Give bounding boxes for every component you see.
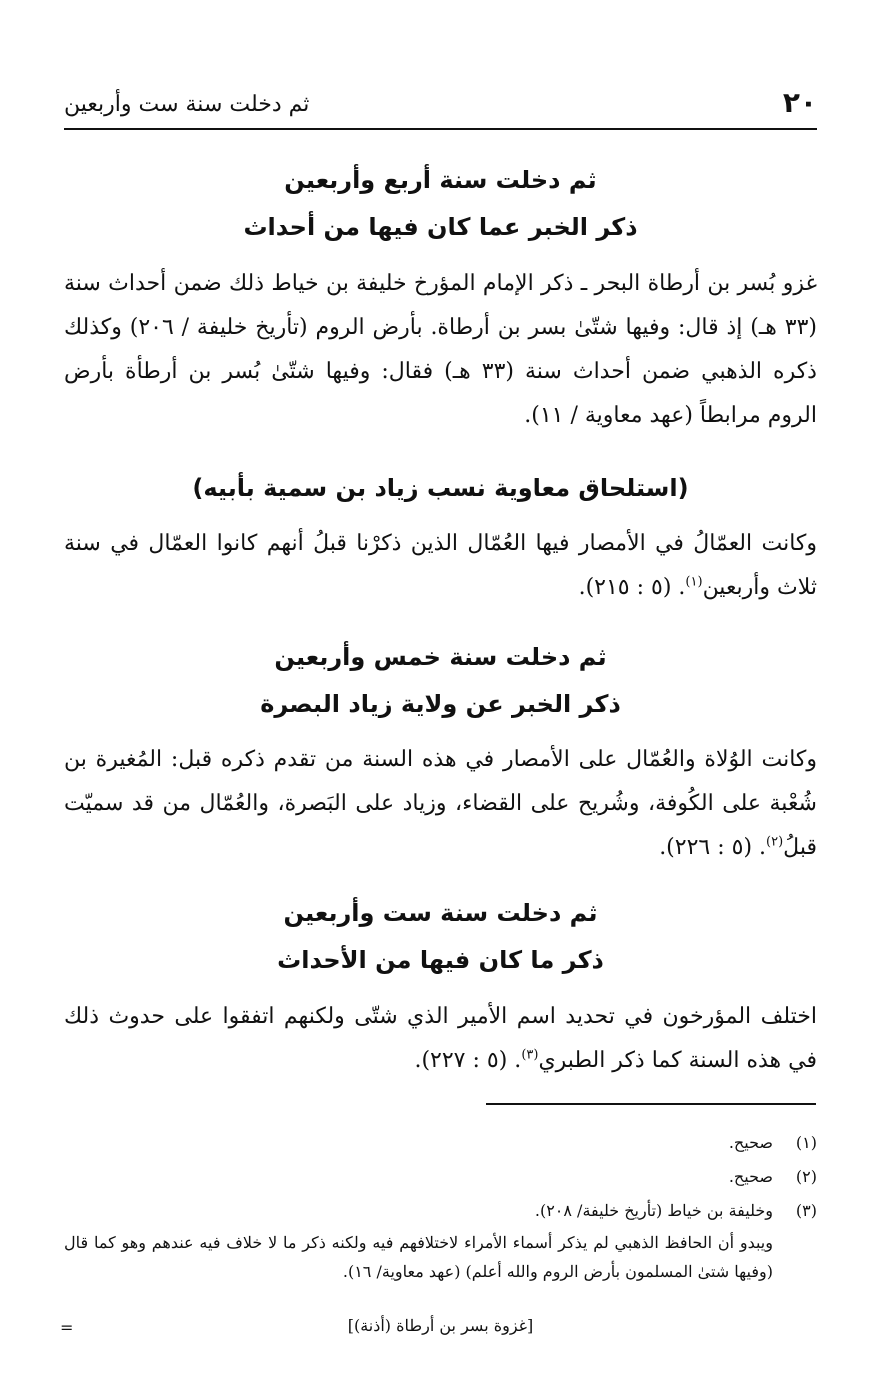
paragraph-governors-43 <box>64 522 817 610</box>
footnote-number: (٢) <box>795 1167 817 1186</box>
citation: . (٥ : ٢٢٦). <box>659 835 767 860</box>
section-subheading-events: ذكر الخبر عما كان فيها من أحداث <box>243 213 638 241</box>
margin-mark: = <box>60 1318 74 1337</box>
footnote-reference: (٢) <box>766 834 784 850</box>
footnote-item <box>64 1194 817 1228</box>
paragraph-text: اختلف المؤرخون في تحديد اسم الأمير الذي شتّى ولكنهم اتفقوا على حدوث ذلك في هذه السنة كما ذكر الطبري <box>64 1004 817 1073</box>
paragraph-text: وكانت الوُلاة والعُمّال على الأمصار في هذه السنة من تقدم ذكره قبل: المُغيرة بن شُعْبة على الكُوفة، وشُريح على القضاء، وزياد على البَصرة، والعُمّال من قد سميّت قبلُ <box>64 747 817 860</box>
paragraph-governors-45 <box>64 738 817 870</box>
footnote-continuation: ويبدو أن الحافظ الذهبي لم يذكر أسماء الأمراء لاختلافهم فيه ولكنه ذكر ما لا خلاف فيه عندهم وهو كما قال (وفيها شتىٰ المسلمون بأرض الروم والله أعلم) (عهد معاوية/ ١٦). <box>64 1233 773 1281</box>
section-subheading-events-46: ذكر ما كان فيها من الأحداث <box>277 946 604 974</box>
running-title: ثم دخلت سنة ست وأربعين <box>64 92 310 117</box>
footnote-item <box>64 1160 817 1194</box>
footnote-number: (٣) <box>795 1201 817 1220</box>
footnote-text: صحيح. <box>728 1133 773 1152</box>
page-number: ٢٠ <box>782 86 817 119</box>
paragraph-historians <box>64 995 817 1083</box>
running-header <box>64 84 817 130</box>
section-heading-year-45: ثم دخلت سنة خمس وأربعين <box>274 643 607 671</box>
footnotes <box>64 1126 817 1286</box>
paragraph-text: وكانت العمّالُ في الأمصار فيها العُمّال الذين ذكرْنا قبلُ أنهم كانوا العمّال في سنة ثلاث وأربعين <box>64 531 817 600</box>
bottom-caption: [غزوة بسر بن أرطاة (أذنة)] <box>347 1316 534 1335</box>
footnote-divider <box>486 1103 816 1105</box>
footnote-text: وخليفة بن خياط (تأريخ خليفة/ ٢٠٨). <box>534 1201 773 1220</box>
footnote-reference: (٣) <box>521 1047 539 1063</box>
section-heading-ziyad-lineage: (استلحاق معاوية نسب زياد بن سمية بأبيه) <box>192 474 689 502</box>
footnote-number: (١) <box>795 1133 817 1152</box>
section-heading-year-44: ثم دخلت سنة أربع وأربعين <box>284 166 597 194</box>
footnote-reference: (١) <box>685 574 703 590</box>
citation: . (٥ : ٢٢٧). <box>414 1048 522 1073</box>
footnote-text: صحيح. <box>728 1167 773 1186</box>
paragraph-busr-raid: غزو بُسر بن أرطاة البحر ـ ذكر الإمام المؤرخ خليفة بن خياط ذلك ضمن أحداث سنة (٣٣ هـ) إذ قال: وفيها شتّىٰ بسر بن أرطاة. بأرض الروم (تأريخ خليفة / ٢٠٦) وكذلك ذكره الذهبي ضمن أحداث سنة (٣٣ هـ) فقال: وفيها شتّىٰ بُسر بن أرطأة بأرض الروم مرابطاً (عهد معاوية / ١١). <box>64 271 818 428</box>
citation: . (٥ : ٢١٥). <box>578 575 686 600</box>
section-heading-year-46: ثم دخلت سنة ست وأربعين <box>283 899 598 927</box>
footnote-item <box>64 1126 817 1160</box>
section-subheading-basra: ذكر الخبر عن ولاية زياد البصرة <box>260 690 621 718</box>
